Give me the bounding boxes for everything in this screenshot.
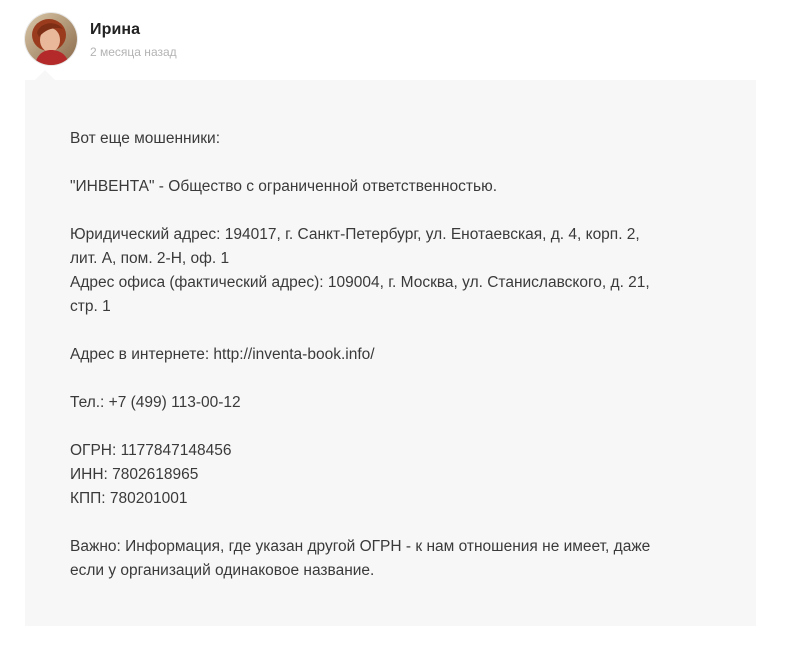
comment-text — [70, 127, 730, 583]
paragraph — [70, 223, 730, 319]
paragraph — [70, 343, 730, 367]
ogrn-line: ОГРН: 1177847148456 — [70, 442, 232, 459]
text-line: "ИНВЕНТА" - Общество с ограниченной ответственностью. — [70, 178, 498, 195]
comment-timestamp[interactable]: 2 месяца назад — [90, 45, 177, 59]
paragraph — [70, 175, 730, 199]
text-line: Вот еще мошенники: — [70, 130, 221, 147]
inn-line: ИНН: 7802618965 — [70, 466, 199, 483]
paragraph — [70, 391, 730, 415]
phone-line: Тел.: +7 (499) 113-00-12 — [70, 394, 241, 411]
bubble-tail — [35, 70, 55, 80]
text-line: Важно: Информация, где указан другой ОГРН - к нам отношения не имеет, даже — [70, 538, 651, 555]
author-name[interactable]: Ирина — [90, 21, 141, 38]
avatar[interactable] — [25, 13, 77, 65]
kpp-line: КПП: 780201001 — [70, 490, 188, 507]
text-line: Юридический адрес: 194017, г. Санкт-Петербург, ул. Енотаевская, д. 4, корп. 2, — [70, 226, 640, 243]
paragraph — [70, 127, 730, 151]
paragraph — [70, 535, 730, 583]
paragraph — [70, 439, 730, 511]
text-line: стр. 1 — [70, 298, 111, 315]
text-line: лит. А, пом. 2-Н, оф. 1 — [70, 250, 230, 267]
text-line: Адрес офиса (фактический адрес): 109004, г. Москва, ул. Станиславского, д. 21, — [70, 274, 650, 291]
website-line: Адрес в интернете: http://inventa-book.info/ — [70, 346, 375, 363]
avatar-image — [25, 13, 77, 65]
text-line: если у организаций одинаковое название. — [70, 562, 375, 579]
